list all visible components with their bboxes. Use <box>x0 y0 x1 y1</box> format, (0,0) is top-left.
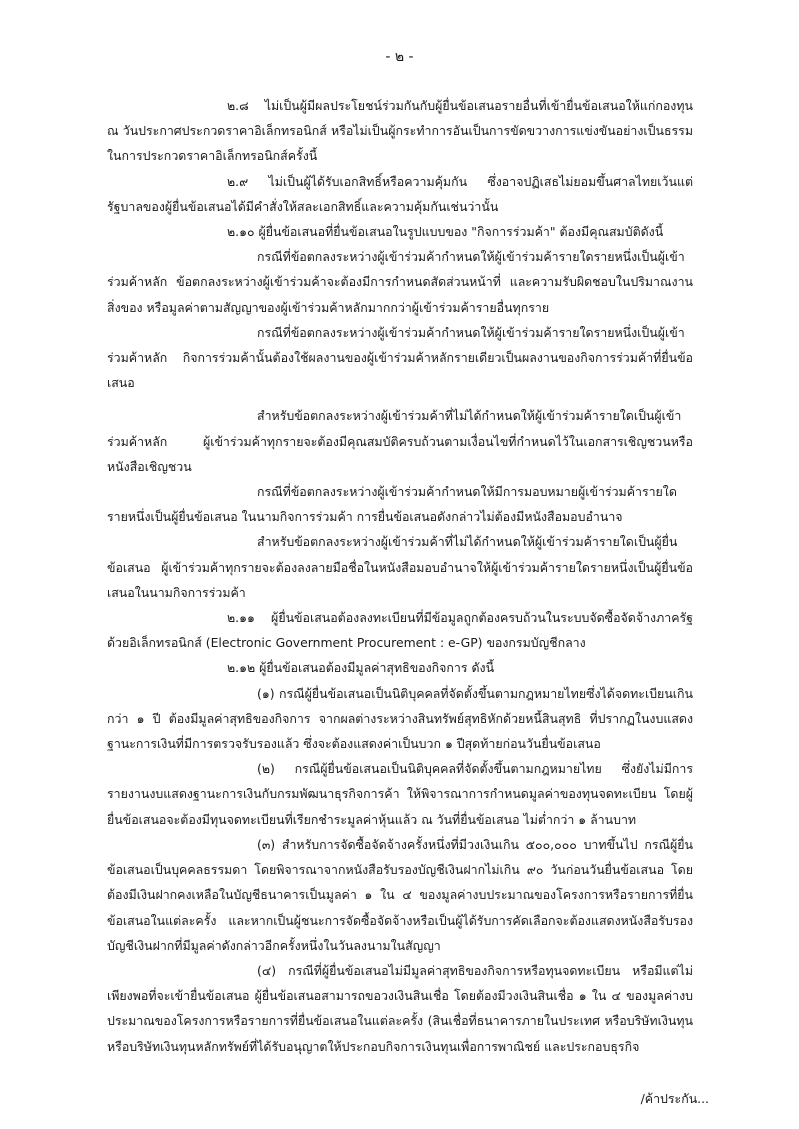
clause-2-12-item-4: (๔) กรณีที่ผู้ยื่นข้อเสนอไม่มีมูลค่าสุทธิของกิจการหรือทุนจดทะเบียน หรือมีแต่ไม่เพียงพอที่จะเข้ายื่นข้อเสนอ ผู้ยื่นข้อเสนอสามารถขอวงเงินสินเชื่อ โดยต้องมีวงเงินสินเชื่อ ๑ ใน ๔ ของมูลค่างบประมาณของโครงการหรือรายการที่ยื่นข้อเสนอในแต่ละครั้ง (สินเชื่อที่ธนาคารภายในประเทศ หรือบริษัทเงินทุนหรือบริษัทเงินทุนหลักทรัพย์ที่ได้รับอนุญาตให้ประกอบกิจการเงินทุนเพื่อการพาณิชย์ และประกอบธุรกิจ <box>107 962 693 1054</box>
clause-2-8: ๒.๘ ไม่เป็นผู้มีผลประโยชน์ร่วมกันกับผู้ยื่นข้อเสนอรายอื่นที่เข้ายื่นข้อเสนอให้แก่กองทุน ณ วันประกาศประกวดราคาอิเล็กทรอนิกส์ หรือไม่เป็นผู้กระทำการอันเป็นการขัดขวางการแข่งขันอย่างเป็นธรรมในการประกวดราคาอิเล็กทรอนิกส์ครั้งนี้ <box>107 98 693 164</box>
document-body <box>107 93 693 1059</box>
clause-2-11: ๒.๑๑ ผู้ยื่นข้อเสนอต้องลงทะเบียนที่มีข้อมูลถูกต้องครบถ้วนในระบบจัดซื้อจัดจ้างภาครัฐด้วยอิเล็กทรอนิกส์ (Electronic Government Procurement : e-GP) ของกรมบัญชีกลาง <box>107 610 693 651</box>
clause-2-9: ๒.๙ ไม่เป็นผู้ได้รับเอกสิทธิ์หรือความคุ้มกัน ซึ่งอาจปฏิเสธไม่ยอมขึ้นศาลไทยเว้นแต่รัฐบาลของผู้ยื่นข้อเสนอได้มีคำสั่งให้สละเอกสิทธิ์และความคุ้มกันเช่นว่านั้น <box>107 173 693 214</box>
clause-2-10-lead-partner-work: กรณีที่ข้อตกลงระหว่างผู้เข้าร่วมค้ากำหนดให้ผู้เข้าร่วมค้ารายใดรายหนึ่งเป็นผู้เข้าร่วมค้าหลัก กิจการร่วมค้านั้นต้องใช้ผลงานของผู้เข้าร่วมค้าหลักรายเดียวเป็นผลงานของกิจการร่วมค้าที่ยื่นข้อเสนอ <box>107 324 693 391</box>
continuation-marker: /ค้าประกัน... <box>640 1091 709 1106</box>
clause-2-12-item-2: (๒) กรณีผู้ยื่นข้อเสนอเป็นนิติบุคคลที่จัดตั้งขึ้นตามกฎหมายไทย ซึ่งยังไม่มีการรายงานงบแสดงฐานะการเงินกับกรมพัฒนาธุรกิจการค้า ให้พิจารณาการกำหนดมูลค่าของทุนจดทะเบียน โดยผู้ยื่นข้อเสนอจะต้องมีทุนจดทะเบียนที่เรียกชำระมูลค่าหุ้นแล้ว ณ วันที่ยื่นข้อเสนอ ไม่ต่ำกว่า ๑ ล้านบาท <box>107 761 693 827</box>
page-number: - ๒ - <box>385 49 414 65</box>
clause-2-10-lead-partner: กรณีที่ข้อตกลงระหว่างผู้เข้าร่วมค้ากำหนดให้ผู้เข้าร่วมค้ารายใดรายหนึ่งเป็นผู้เข้าร่วมค้าหลัก ข้อตกลงระหว่างผู้เข้าร่วมค้าจะต้องมีการกำหนดสัดส่วนหน้าที่ และความรับผิดชอบในปริมาณงาน สิ่งของ หรือมูลค่าตามสัญญาของผู้เข้าร่วมค้าหลักมากกว่าผู้เข้าร่วมค้ารายอื่นทุกราย <box>107 249 693 315</box>
clause-2-10-power-of-attorney: สำหรับข้อตกลงระหว่างผู้เข้าร่วมค้าที่ไม่ได้กำหนดให้ผู้เข้าร่วมค้ารายใดเป็นผู้ยื่นข้อเสนอ ผู้เข้าร่วมค้าทุกรายจะต้องลงลายมือชื่อในหนังสือมอบอำนาจให้ผู้เข้าร่วมค้ารายใดรายหนึ่งเป็นผู้ยื่นข้อเสนอในนามกิจการร่วมค้า <box>107 534 693 600</box>
clause-2-10: ๒.๑๐ ผู้ยื่นข้อเสนอที่ยื่นข้อเสนอในรูปแบบของ "กิจการร่วมค้า" ต้องมีคุณสมบัติดังนี้ <box>227 224 664 240</box>
clause-2-10-assigned-bidder: กรณีที่ข้อตกลงระหว่างผู้เข้าร่วมค้ากำหนดให้มีการมอบหมายผู้เข้าร่วมค้ารายใดรายหนึ่งเป็นผู้ยื่นข้อเสนอ ในนามกิจการร่วมค้า การยื่นข้อเสนอดังกล่าวไม่ต้องมีหนังสือมอบอำนาจ <box>107 484 677 525</box>
clause-2-12: ๒.๑๒ ผู้ยื่นข้อเสนอต้องมีมูลค่าสุทธิของกิจการ ดังนี้ <box>227 660 495 676</box>
clause-2-12-item-3: (๓) สำหรับการจัดซื้อจัดจ้างครั้งหนึ่งที่มีวงเงินเกิน ๕๐๐,๐๐๐ บาทขึ้นไป กรณีผู้ยื่นข้อเสนอเป็นบุคคลธรรมดา โดยพิจารณาจากหนังสือรับรองบัญชีเงินฝากไม่เกิน ๙๐ วันก่อนวันยื่นข้อเสนอ โดยต้องมีเงินฝากคงเหลือในบัญชีธนาคารเป็นมูลค่า ๑ ใน ๔ ของมูลค่างบประมาณของโครงการหรือรายการที่ยื่นข้อเสนอในแต่ละครั้ง และหากเป็นผู้ชนะการจัดซื้อจัดจ้างหรือเป็นผู้ได้รับการคัดเลือกจะต้องแสดงหนังสือรับรองบัญชีเงินฝากที่มีมูลค่าดังกล่าวอีกครั้งหนึ่งในวันลงนามในสัญญา <box>107 836 693 953</box>
clause-2-12-item-1: (๑) กรณีผู้ยื่นข้อเสนอเป็นนิติบุคคลที่จัดตั้งขึ้นตามกฎหมายไทยซึ่งได้จดทะเบียนเกินกว่า ๑ ปี ต้องมีมูลค่าสุทธิของกิจการ จากผลต่างระหว่างสินทรัพย์สุทธิหักด้วยหนี้สินสุทธิ ที่ปรากฏในงบแสดงฐานะการเงินที่มีการตรวจรับรองแล้ว ซึ่งจะต้องแสดงค่าเป็นบวก ๑ ปีสุดท้ายก่อนวันยื่นข้อเสนอ <box>107 685 693 752</box>
clause-2-10-no-lead-partner: สำหรับข้อตกลงระหว่างผู้เข้าร่วมค้าที่ไม่ได้กำหนดให้ผู้เข้าร่วมค้ารายใดเป็นผู้เข้าร่วมค้าหลัก ผู้เข้าร่วมค้าทุกรายจะต้องมีคุณสมบัติครบถ้วนตามเงื่อนไขที่กำหนดไว้ในเอกสารเชิญชวนหรือหนังสือเชิญชวน <box>107 408 693 474</box>
